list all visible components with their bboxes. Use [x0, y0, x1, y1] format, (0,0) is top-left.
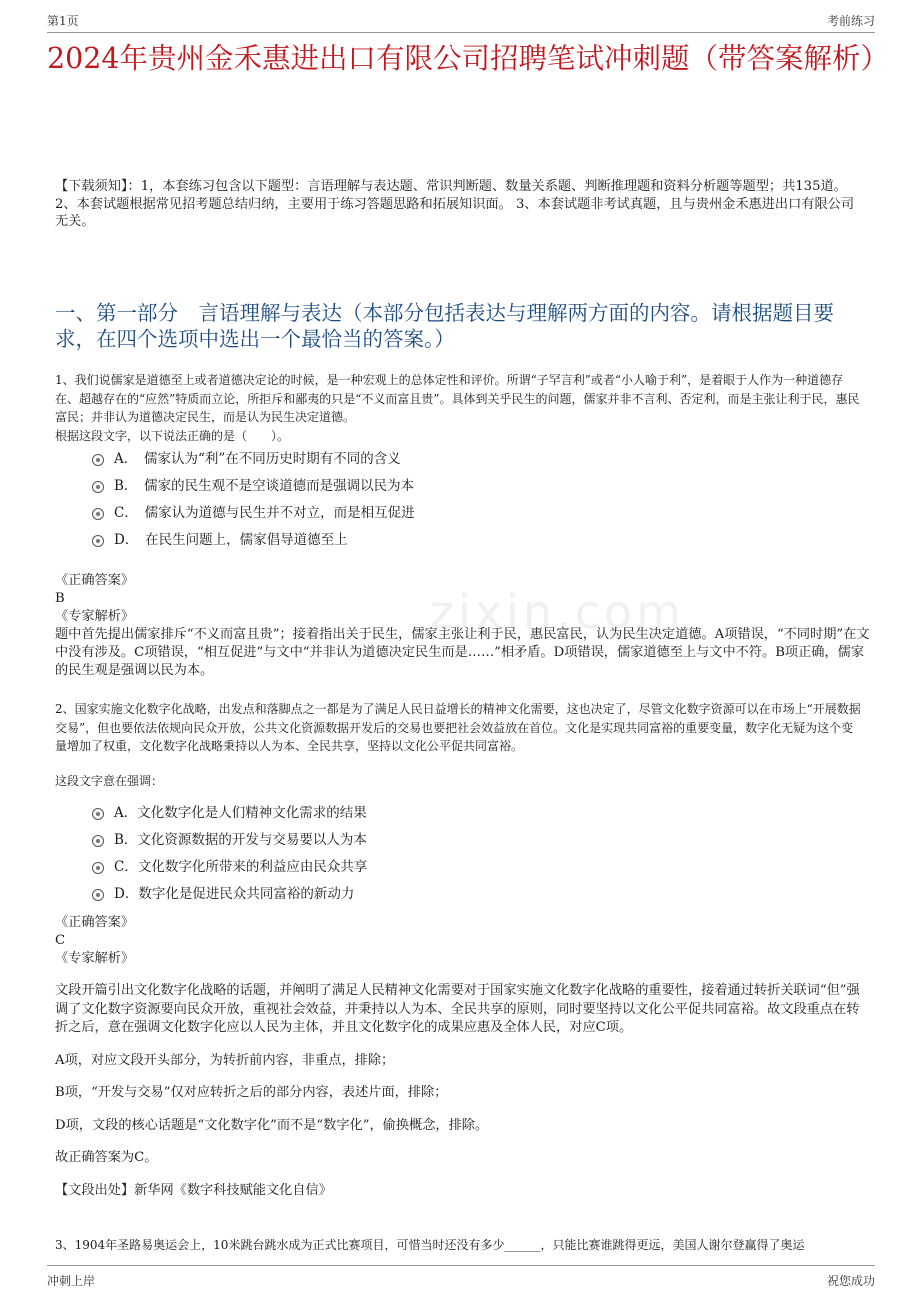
option-label: C． 儒家认为道德与民生并不对立，而是相互促进: [114, 505, 415, 521]
analysis-paragraph: 文段开篇引出文化数字化战略的话题，并阐明了满足人民精神文化需要对于国家实施文化数字化战略的重要性，接着通过转折关联词“但”强调了文化数字资源要向民众开放，重视社会效益，并秉持以人为本、全民共享的原则，同时要坚持以文化公平促共同富裕。故文段重点在转折之后，意在强调文化数字化应以人民为主体，并且文化数字化的成果应惠及全体人民，对应C项。: [55, 983, 860, 1035]
question-2-answer: [55, 914, 870, 1200]
option-label: D．数字化是促进民众共同富裕的新动力: [114, 886, 355, 902]
option-b[interactable]: [92, 473, 840, 500]
question-stem: 1、我们说儒家是道德至上或者道德决定论的时候，是一种宏观上的总体定性和评价。所谓“子罕言利”或者“小人喻于利”，是着眼于人作为一种道德存在、超越存在的“应然”特质而立论，所拒斥和鄙夷的只是“不义而富且贵”。具体到关乎民生的问题，儒家并非不言利、否定利，而是主张让利于民，惠民富民；并非认为道德决定民生，而是认为民生决定道德。: [55, 373, 860, 424]
radio-icon[interactable]: [92, 862, 104, 874]
footer-right: 祝您成功: [826, 1274, 875, 1288]
analysis-paragraph: D项，文段的核心话题是“文化数字化”而不是“数字化”，偷换概念，排除。: [55, 1117, 489, 1133]
radio-icon[interactable]: [92, 835, 104, 847]
footer-left: 冲刺上岸: [47, 1274, 96, 1288]
analysis-text: 题中首先提出儒家排斥“不义而富且贵”；接着指出关于民生，儒家主张让利于民，惠民富民，认为民生决定道德。A项错误，“不同时期”在文中没有涉及。C项错误，“相互促进”与文中“并非认为道德决定民生而是……”相矛盾。D项错误，儒家道德至上与文中不符。B项正确，儒家的民生观是强调以民为本。: [55, 627, 870, 678]
analysis-label: 《专家解析》: [55, 609, 135, 624]
option-b[interactable]: [92, 827, 840, 854]
question-prompt: 根据这段文字，以下说法正确的是（ ）。: [55, 428, 290, 443]
radio-icon[interactable]: [92, 808, 104, 820]
document-title: 2024年贵州金禾惠进出口有限公司招聘笔试冲刺题（带答案解析）: [47, 42, 890, 75]
page-number: 第1页: [47, 14, 79, 28]
source-line: 【文段出处】新华网《数字科技赋能文化自信》: [55, 1182, 332, 1198]
option-label: C．文化数字化所带来的利益应由民众共享: [114, 859, 368, 875]
radio-icon[interactable]: [92, 535, 104, 547]
analysis-paragraph: 故正确答案为C。: [55, 1150, 158, 1165]
header-divider: [47, 32, 875, 33]
option-label: D． 在民生问题上，儒家倡导道德至上: [114, 532, 348, 548]
question-1-options: [92, 446, 840, 554]
option-label: B． 儒家的民生观不是空谈道德而是强调以民为本: [114, 478, 415, 494]
option-label: A． 儒家认为“利”在不同历史时期有不同的含义: [114, 451, 401, 467]
question-2-options: [92, 800, 840, 908]
option-label: A．文化数字化是人们精神文化需求的结果: [114, 805, 367, 821]
option-d[interactable]: [92, 881, 840, 908]
download-notice: 【下载须知】：1，本套练习包含以下题型：言语理解与表达题、常识判断题、数量关系题、判断推理题和资料分析题等题型；共135道。 2、本套试题根据常见招考题总结归纳，主要用于练习答题思路和拓展知识面。 3、本套试题非考试真题，且与贵州金禾惠进出口有限公司无关。: [55, 179, 855, 229]
answer-label: 《正确答案》: [55, 915, 135, 930]
analysis-label: 《专家解析》: [55, 951, 135, 966]
question-1-answer: [55, 572, 870, 680]
option-a[interactable]: [92, 800, 840, 827]
question-2-stem: [55, 700, 865, 790]
option-c[interactable]: [92, 854, 840, 881]
answer-value: B: [55, 591, 65, 606]
option-a[interactable]: [92, 446, 840, 473]
question-1-stem: [55, 371, 865, 445]
page-header: [47, 12, 875, 30]
analysis-paragraph: B项，“开发与交易”仅对应转折之后的部分内容，表述片面，排除；: [55, 1085, 448, 1100]
watermark: zixin.com: [430, 585, 685, 639]
radio-icon[interactable]: [92, 889, 104, 901]
question-stem: 2、国家实施文化数字化战略，出发点和落脚点之一都是为了满足人民日益增长的精神文化需要，这也决定了，尽管文化数字资源可以在市场上“开展数据交易”，但也要依法依规向民众开放，公共文化资源数据开发后的交易也要把社会效益放在首位。文化是实现共同富裕的重要变量，数字化无疑为这个变量增加了权重，文化数字化战略秉持以人为本、全民共享，坚持以文化公平促共同富裕。: [55, 702, 861, 753]
question-3-stem: 3、1904年圣路易奥运会上，10米跳台跳水成为正式比赛项目，可惜当时还没有多少______，只能比赛谁跳得更远，美国人谢尔登赢得了奥运: [55, 1238, 805, 1252]
answer-value: C: [55, 933, 66, 948]
option-d[interactable]: [92, 527, 840, 554]
option-c[interactable]: [92, 500, 840, 527]
header-label: 考前练习: [826, 14, 875, 28]
section-heading: 一、第一部分 言语理解与表达（本部分包括表达与理解两方面的内容。请根据题目要求，在四个选项中选出一个最恰当的答案。）: [55, 301, 834, 351]
radio-icon[interactable]: [92, 454, 104, 466]
option-label: B．文化资源数据的开发与交易要以人为本: [114, 832, 367, 848]
radio-icon[interactable]: [92, 481, 104, 493]
radio-icon[interactable]: [92, 508, 104, 520]
footer-divider: [47, 1265, 875, 1266]
answer-label: 《正确答案》: [55, 573, 135, 588]
question-prompt: 这段文字意在强调：: [55, 773, 164, 788]
analysis-paragraph: A项，对应文段开头部分，为转折前内容，非重点，排除；: [55, 1052, 395, 1068]
